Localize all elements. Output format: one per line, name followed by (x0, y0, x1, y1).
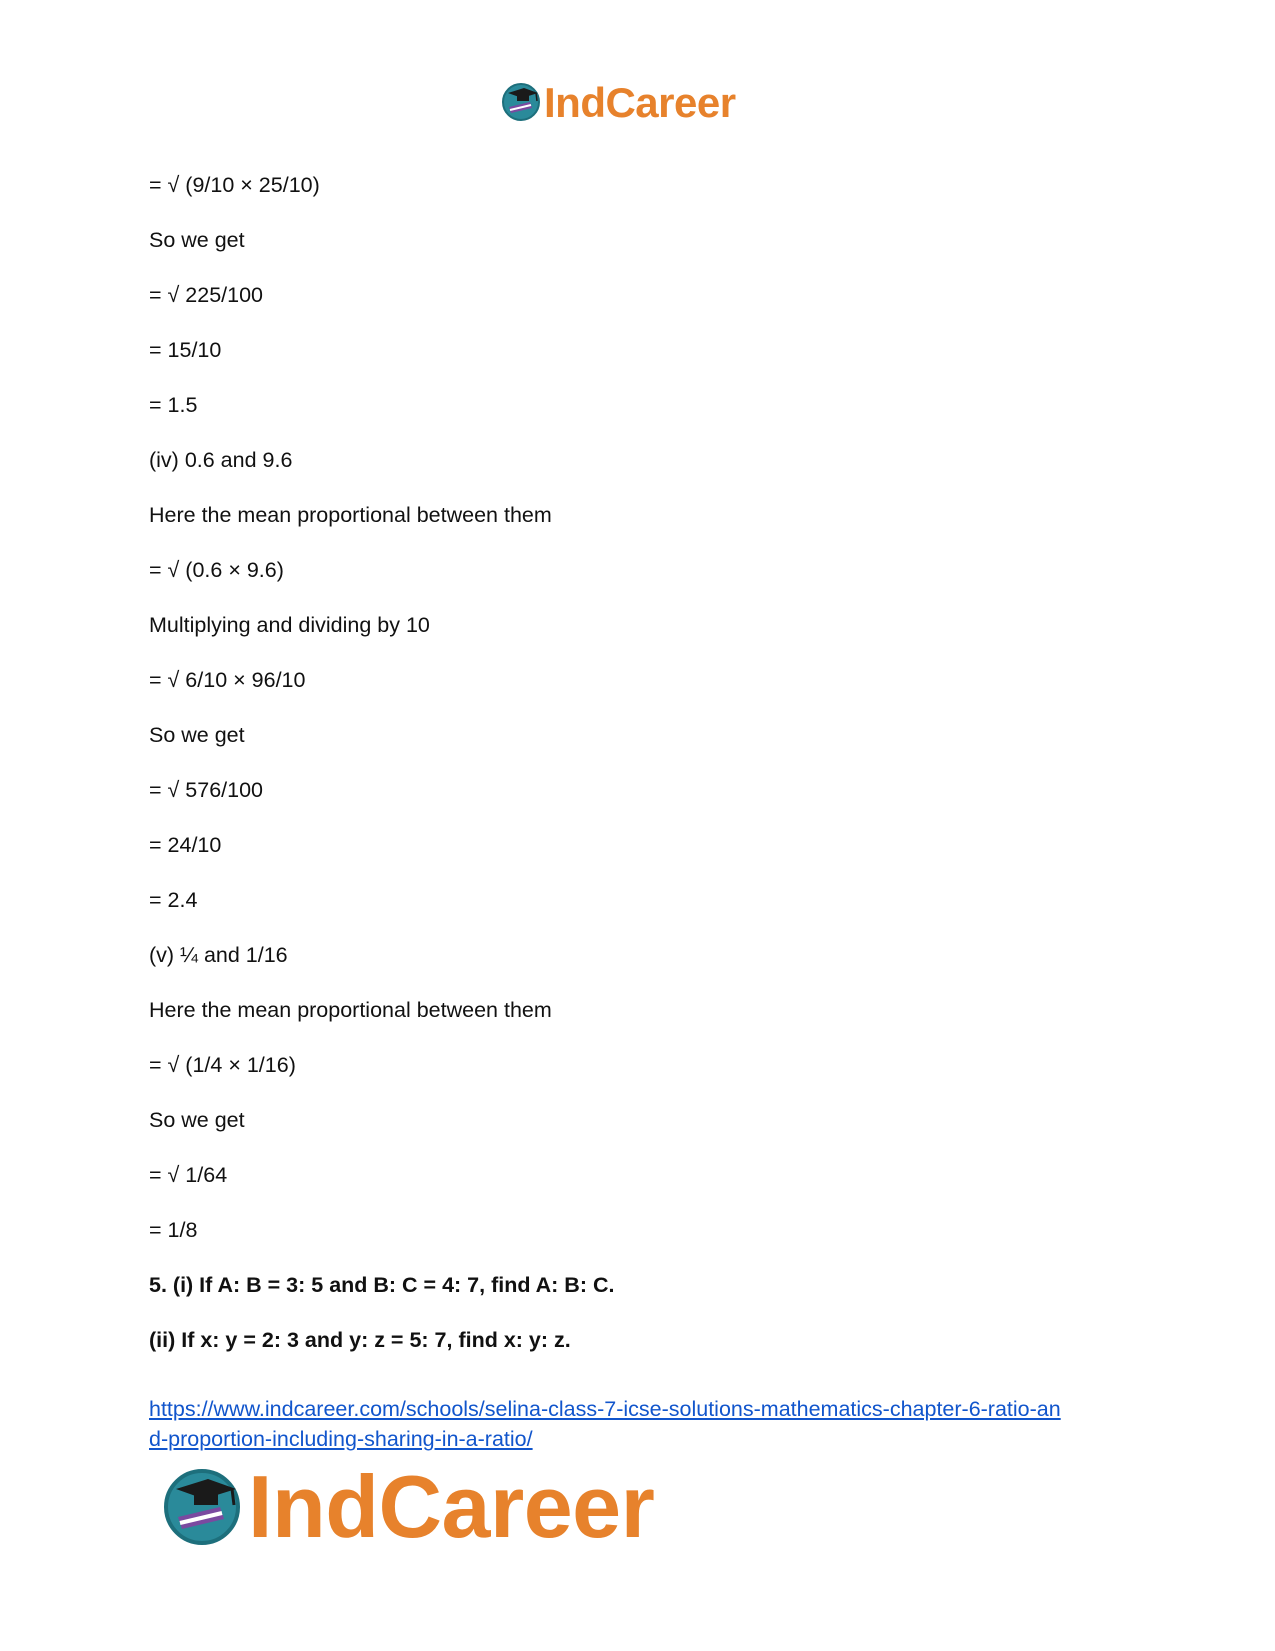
footer-logo (160, 1457, 655, 1556)
solution-line: = √ (1/4 × 1/16) (149, 1053, 296, 1077)
solution-line: = √ 225/100 (149, 283, 264, 307)
solution-line: = √ 1/64 (149, 1163, 228, 1187)
graduation-book-globe-icon (500, 80, 542, 127)
solution-line: So we get (149, 228, 245, 252)
solution-line: (v) ¼ and 1/16 (149, 943, 288, 967)
source-link[interactable] (149, 1394, 1139, 1454)
question-line: (ii) If x: y = 2: 3 and y: z = 5: 7, find x: y: z. (149, 1328, 571, 1352)
solution-line: (iv) 0.6 and 9.6 (149, 448, 293, 472)
solution-line: = 1/8 (149, 1218, 198, 1242)
solution-line: = 1.5 (149, 393, 198, 417)
solution-line: Multiplying and dividing by 10 (149, 613, 430, 637)
solution-line: Here the mean proportional between them (149, 503, 552, 527)
solution-line: = √ 6/10 × 96/10 (149, 668, 306, 692)
solution-line: So we get (149, 723, 245, 747)
brand-wordmark: IndCareer (248, 1457, 655, 1556)
solution-line: Here the mean proportional between them (149, 998, 552, 1022)
solution-line: = 2.4 (149, 888, 198, 912)
source-link-line-1[interactable]: https://www.indcareer.com/schools/selina-class-7-icse-solutions-mathematics-chapter-6-ratio-an (149, 1397, 1061, 1421)
header-logo (500, 78, 736, 128)
question-line: 5. (i) If A: B = 3: 5 and B: C = 4: 7, find A: B: C. (149, 1273, 615, 1297)
graduation-book-globe-icon (160, 1463, 244, 1552)
solution-line: = 24/10 (149, 833, 222, 857)
solution-line: = 15/10 (149, 338, 222, 362)
brand-wordmark: IndCareer (544, 79, 736, 126)
solution-line: = √ (0.6 × 9.6) (149, 558, 284, 582)
solution-line: = √ 576/100 (149, 778, 264, 802)
solution-content (149, 172, 1139, 1382)
solution-line: = √ (9/10 × 25/10) (149, 173, 320, 197)
source-link-line-2[interactable]: d-proportion-including-sharing-in-a-ratio/ (149, 1427, 533, 1451)
solution-line: So we get (149, 1108, 245, 1132)
